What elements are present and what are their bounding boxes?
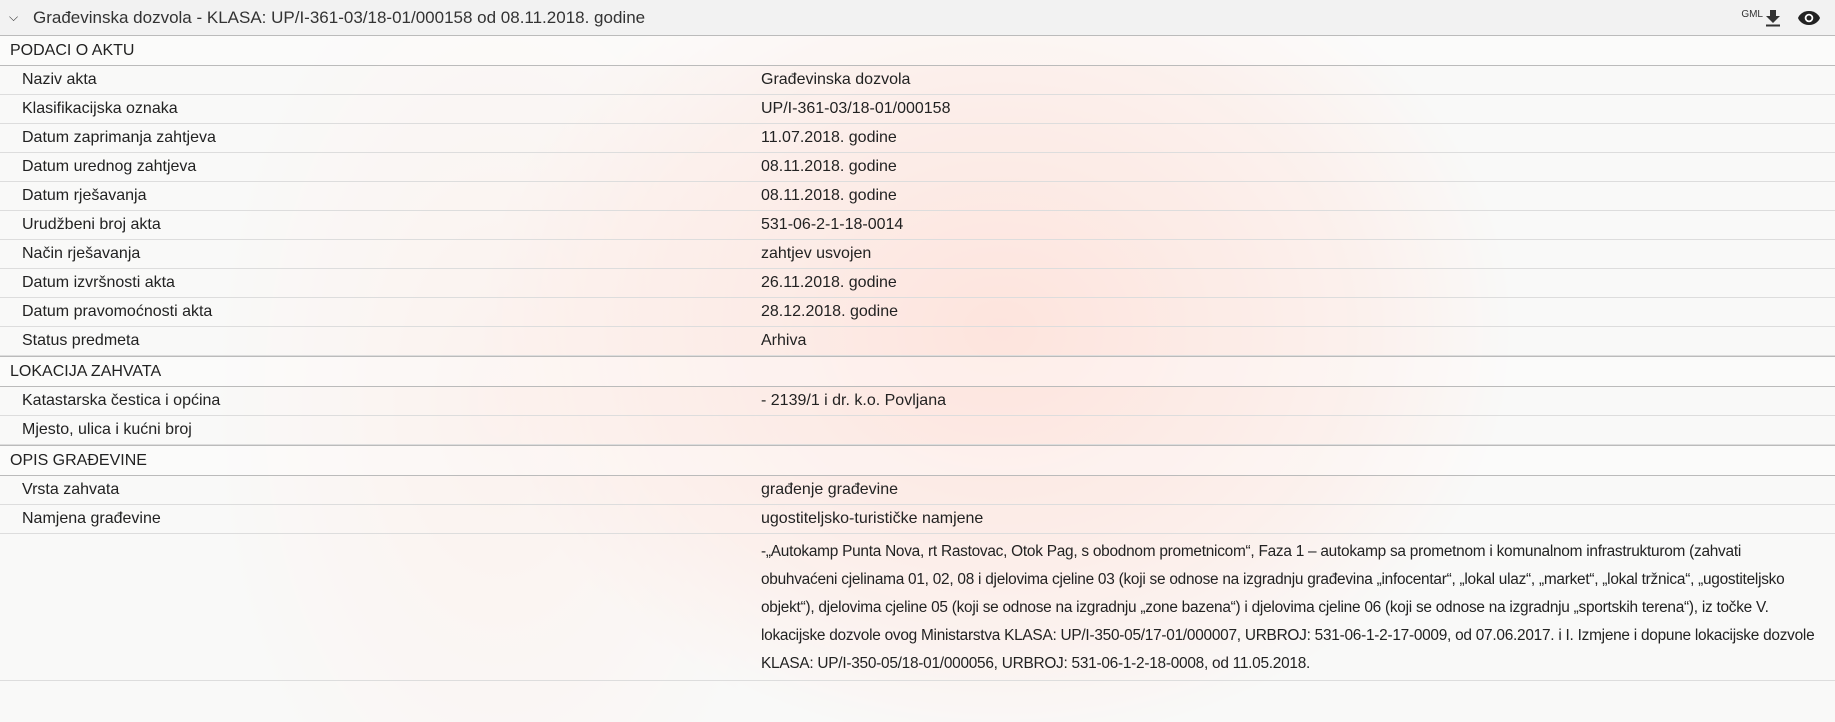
table-row <box>0 153 1835 182</box>
row-label: Datum rješavanja <box>22 187 147 204</box>
table-row <box>0 327 1835 356</box>
section-header: OPIS GRAĐEVINE <box>0 445 1835 476</box>
eye-icon[interactable] <box>1797 10 1821 26</box>
table-row <box>0 95 1835 124</box>
row-value <box>761 416 1835 444</box>
chevron-down-icon[interactable]: ⌵ <box>9 10 19 24</box>
row-label: Datum zaprimanja zahtjeva <box>22 129 216 146</box>
table-row <box>0 240 1835 269</box>
row-value: zahtjev usvojen <box>761 245 872 262</box>
table-row <box>0 124 1835 153</box>
row-label: Datum pravomoćnosti akta <box>22 303 213 320</box>
row-label: Klasifikacijska oznaka <box>22 100 178 117</box>
row-value: Arhiva <box>761 332 807 349</box>
row-label: Datum izvršnosti akta <box>22 274 175 291</box>
table-row <box>0 505 1835 534</box>
row-value: 08.11.2018. godine <box>761 187 897 204</box>
download-icon <box>1765 9 1781 27</box>
row-label: Status predmeta <box>22 332 140 349</box>
row-value: Građevinska dozvola <box>761 71 911 88</box>
row-label: Urudžbeni broj akta <box>22 216 161 233</box>
gml-label: GML <box>1741 8 1763 20</box>
row-value: 08.11.2018. godine <box>761 158 897 175</box>
table-row <box>0 416 1835 445</box>
table-row <box>0 476 1835 505</box>
table-row <box>0 66 1835 95</box>
table-row <box>0 298 1835 327</box>
table-row <box>0 269 1835 298</box>
row-label: Mjesto, ulica i kućni broj <box>22 421 192 438</box>
row-label: Datum urednog zahtjeva <box>22 158 197 175</box>
row-value: 11.07.2018. godine <box>761 129 897 146</box>
panel-title: Građevinska dozvola - KLASA: UP/I-361-03/18-01/000158 od 08.11.2018. godine <box>33 7 646 27</box>
panel-header[interactable] <box>0 0 1835 36</box>
row-label: Naziv akta <box>22 71 97 88</box>
section-header: PODACI O AKTU <box>0 36 1835 66</box>
sections-container <box>0 36 1835 681</box>
row-label: Vrsta zahvata <box>22 481 120 498</box>
row-value: građenje građevine <box>761 481 898 498</box>
row-label: Katastarska čestica i općina <box>22 392 221 409</box>
table-row <box>0 211 1835 240</box>
row-label <box>0 534 761 680</box>
row-value: UP/I-361-03/18-01/000158 <box>761 100 951 117</box>
table-row <box>0 534 1835 681</box>
table-row <box>0 387 1835 416</box>
row-value: 28.12.2018. godine <box>761 303 899 320</box>
row-value: 26.11.2018. godine <box>761 274 897 291</box>
row-value: - 2139/1 i dr. k.o. Povljana <box>761 392 946 409</box>
row-label: Način rješavanja <box>22 245 141 262</box>
gml-download-button[interactable] <box>1741 9 1781 27</box>
row-label: Namjena građevine <box>22 510 161 527</box>
row-value: -„Autokamp Punta Nova, rt Rastovac, Otok Pag, s obodnom prometnicom“, Faza 1 – autokamp sa prometnom i komunalnom infrastrukturom (zahvati obuhvaćeni cjelinama 01, 02, 08 i djelovima cjeline 03 (koji se odnose na izgradnju građevina „infocentar“, „lokal ulaz“, „market“, „lokal tržnica“, „ugostiteljsko objekt“), djelovima cjeline 05 (koji se odnose na izgradnju „zone bazena“) i djelovima cjeline 06 (koji se odnose na izgradnju „sportskih terena“), iz točke V. lokacijske dozvole ovog Ministarstva KLASA: UP/I-350-05/17-01/000007, URBROJ: 531-06-1-2-17-0009, od 07.06.2017. i I. Izmjene i dopune lokacijske dozvole KLASA: UP/I-350-05/18-01/000056, URBROJ: 531-06-1-2-18-0008, od 11.05.2018. <box>761 543 1815 672</box>
row-value: ugostiteljsko-turističke namjene <box>761 510 984 527</box>
table-row <box>0 182 1835 211</box>
row-value: 531-06-2-1-18-0014 <box>761 216 904 233</box>
section-header: LOKACIJA ZAHVATA <box>0 356 1835 387</box>
